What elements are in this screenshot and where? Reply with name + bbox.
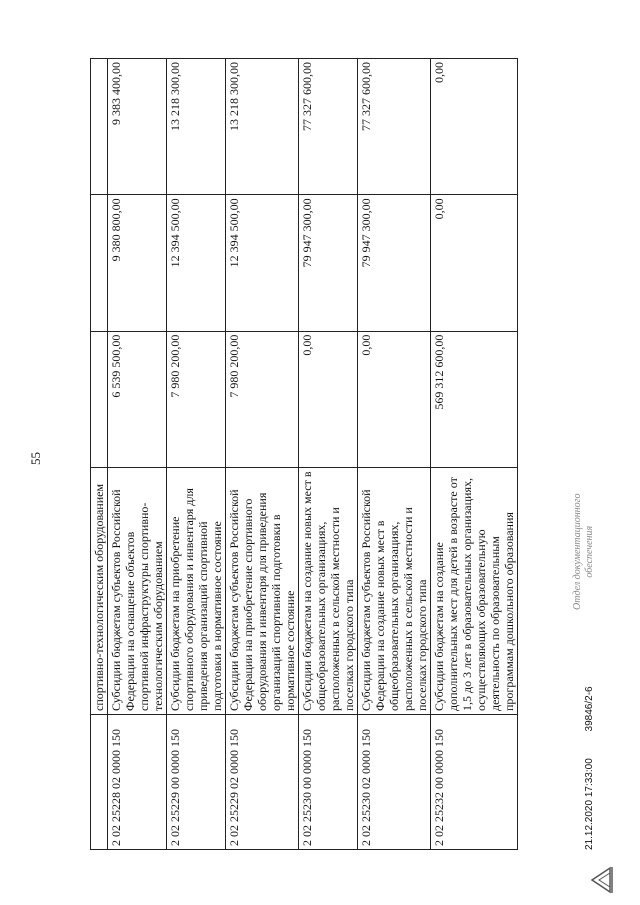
- name-cell: Субсидии бюджетам субъектов Российской Федерации на оснащение объектов спортивной инфраструктуры спортивно-технологическим оборудованием: [108, 468, 167, 715]
- code-cell: 2 02 25232 00 0000 150: [431, 715, 518, 850]
- amount-cell-1: 0,00: [299, 331, 358, 467]
- table-row: [226, 59, 299, 850]
- table-row: [108, 59, 167, 850]
- amount-cell-1: 6 539 500,00: [108, 331, 167, 467]
- amount-cell-1: 7 980 200,00: [226, 331, 299, 467]
- page-number: 55: [28, 452, 43, 465]
- footer: [584, 662, 595, 850]
- table-row: [431, 59, 518, 850]
- amount-cell-1: [91, 331, 108, 467]
- amount-cell-3: 0,00: [431, 59, 518, 195]
- amount-cell-2: 0,00: [431, 195, 518, 331]
- department-stamp: [572, 493, 596, 610]
- amount-cell-3: 13 218 300,00: [226, 59, 299, 195]
- footer-doc-number: 39846/2-6: [584, 686, 595, 732]
- amount-cell-2: 79 947 300,00: [299, 195, 358, 331]
- code-cell: 2 02 25230 00 0000 150: [299, 715, 358, 850]
- name-cell: Субсидии бюджетам на создание новых мест в общеобразовательных организациях, расположенных в сельской местности и поселках городского типа: [299, 468, 358, 715]
- amount-cell-2: [91, 195, 108, 331]
- amount-cell-2: 12 394 500,00: [167, 195, 226, 331]
- name-cell: Субсидии бюджетам на создание дополнительных мест для детей в возрасте от 1,5 до 3 лет в образовательных организациях, осуществляющих образовательную деятельность по образовательным программам дошкольного образования: [431, 468, 518, 715]
- budget-table: [90, 58, 518, 850]
- table-row: [167, 59, 226, 850]
- name-cell: спортивно-технологическим оборудованием: [91, 468, 108, 715]
- amount-cell-3: 77 327 600,00: [358, 59, 431, 195]
- code-cell: 2 02 25229 02 0000 150: [226, 715, 299, 850]
- amount-cell-3: 77 327 600,00: [299, 59, 358, 195]
- table-row: [299, 59, 358, 850]
- amount-cell-3: 9 383 400,00: [108, 59, 167, 195]
- amount-cell-3: 13 218 300,00: [167, 59, 226, 195]
- amount-cell-1: 7 980 200,00: [167, 331, 226, 467]
- code-cell: [91, 715, 108, 850]
- table-row: [358, 59, 431, 850]
- footer-datetime: 21.12.2020 17:33:00: [584, 758, 595, 850]
- amount-cell-1: 0,00: [358, 331, 431, 467]
- code-cell: 2 02 25228 02 0000 150: [108, 715, 167, 850]
- name-cell: Субсидии бюджетам на приобретение спортивного оборудования и инвентаря для приведения организаций спортивной подготовки в нормативное состояние: [167, 468, 226, 715]
- table-row: [91, 59, 108, 850]
- code-cell: 2 02 25230 02 0000 150: [358, 715, 431, 850]
- amount-cell-2: 9 380 800,00: [108, 195, 167, 331]
- name-cell: Субсидии бюджетам субъектов Российской Федерации на приобретение спортивного оборудования и инвентаря для приведения организаций спортивной подготовки в нормативное состояние: [226, 468, 299, 715]
- amount-cell-3: [91, 59, 108, 195]
- amount-cell-2: 79 947 300,00: [358, 195, 431, 331]
- stamp-line-2: обеспечения: [584, 525, 595, 578]
- logo-icon: [588, 865, 614, 895]
- name-cell: Субсидии бюджетам субъектов Российской Федерации на создание новых мест в общеобразовательных организациях, расположенных в сельской местности и поселках городского типа: [358, 468, 431, 715]
- amount-cell-1: 569 312 600,00: [431, 331, 518, 467]
- amount-cell-2: 12 394 500,00: [226, 195, 299, 331]
- code-cell: 2 02 25229 00 0000 150: [167, 715, 226, 850]
- stamp-line-1: Отдел документационного: [572, 493, 583, 610]
